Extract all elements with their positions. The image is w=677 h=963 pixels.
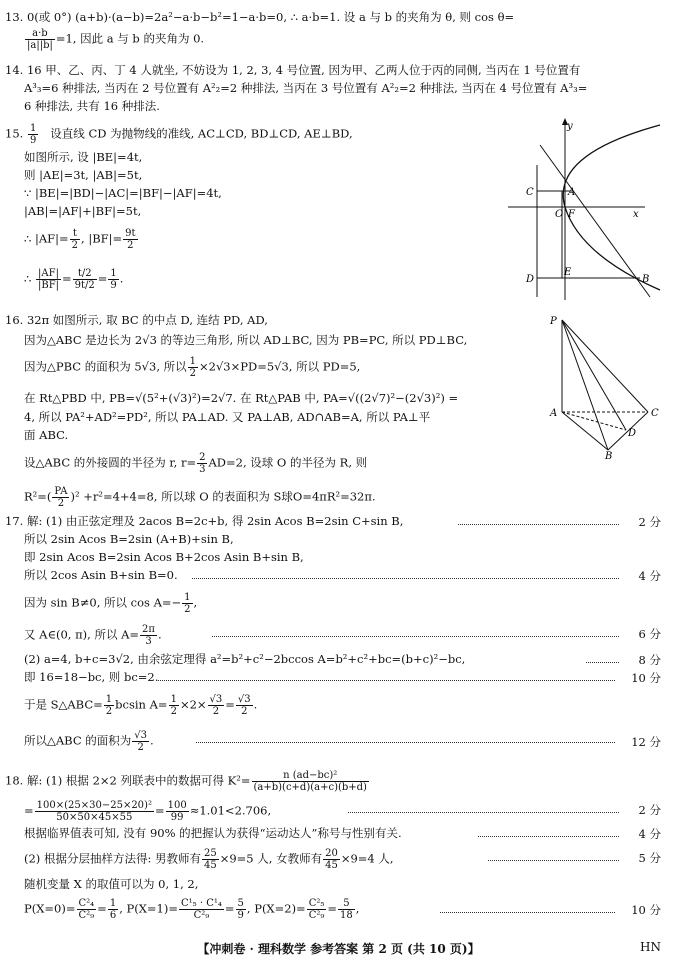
q18-line-3: 根据临界值表可知, 没有 90% 的把握认为获得“运动达人”称号与性别有关. bbox=[24, 826, 402, 840]
edge-pd bbox=[562, 320, 626, 430]
q17-line-8: 即 16=18−bc, 则 bc=2. bbox=[24, 670, 159, 684]
frac-num: √3 bbox=[209, 694, 223, 705]
text: ∴ bbox=[24, 271, 32, 286]
q17-line-2: 所以 2sin Acos B=2sin (A+B)+sin B, bbox=[24, 532, 234, 546]
q16-pyramid-figure bbox=[548, 312, 663, 460]
frac-den: 2 bbox=[189, 368, 197, 379]
text: 因为△PBC 的面积为 5√3, 所以 bbox=[24, 359, 187, 374]
frac-num: 1 bbox=[110, 268, 117, 279]
text: 又 A∈(0, π), 所以 A= bbox=[24, 627, 140, 642]
q18-points-3: 5 分 bbox=[638, 851, 661, 865]
label-c: C bbox=[651, 408, 659, 419]
frac-num: 1 bbox=[184, 592, 191, 603]
frac-den: 2 bbox=[241, 706, 248, 717]
q13-line-2 bbox=[24, 28, 204, 51]
q13-line-1: 13. 0(或 0°) (a+b)·(a−b)=2a²−a·b−b²=1−a·b=0, ∴ a·b=1. 设 a 与 b 的夹角为 θ, 则 cos θ= bbox=[5, 10, 515, 24]
frac bbox=[179, 898, 224, 921]
frac-num: 20 bbox=[325, 848, 338, 859]
label-d: D bbox=[628, 428, 637, 439]
frac bbox=[338, 898, 355, 921]
q16-line-6: 面 ABC. bbox=[24, 428, 69, 442]
frac bbox=[252, 770, 369, 793]
frac-num: n (ad−bc)² bbox=[252, 770, 369, 782]
q17-line-1: 17. 解: (1) 由正弦定理及 2acos B=2c+b, 得 2sin Acos B=2sin C+sin B, bbox=[5, 514, 404, 528]
frac-den: 2 bbox=[184, 604, 191, 615]
frac-den: 2 bbox=[170, 706, 177, 717]
frac-num: a·b bbox=[25, 28, 55, 40]
q16-line-4: 在 Rt△PBD 中, PB=√(5²+(√3)²)=2√7. 在 Rt△PAB 中, PA=√((2√7)²−(2√3)²) = bbox=[24, 391, 459, 405]
q16-line-3 bbox=[24, 356, 360, 379]
text: 因为 sin B≠0, 所以 cos A=− bbox=[24, 595, 182, 610]
q16-line-8 bbox=[24, 486, 376, 509]
frac-num: t/2 bbox=[73, 268, 97, 280]
frac bbox=[188, 356, 198, 379]
text: AD=2, 设球 O 的半径为 R, 则 bbox=[208, 455, 368, 470]
text: ×9=5 人, 女教师有 bbox=[219, 851, 323, 866]
frac bbox=[132, 730, 149, 753]
q18-points-2: 4 分 bbox=[638, 827, 661, 841]
frac-den: 2 bbox=[127, 240, 134, 251]
q16-line-2: 因为△ABC 是边长为 2√3 的等边三角形, 所以 AD⊥BC, 因为 PB=PC, 所以 PD⊥BC, bbox=[24, 333, 468, 347]
text: 于是 S△ABC= bbox=[24, 697, 103, 712]
leader-dots bbox=[192, 578, 619, 579]
frac bbox=[104, 694, 114, 717]
frac-den: 2 bbox=[212, 706, 220, 717]
frac bbox=[140, 624, 157, 647]
label-a: A bbox=[550, 408, 558, 419]
q15-line-1 bbox=[5, 123, 353, 146]
q15-line-3: 则 |AE|=3t, |AB|=5t, bbox=[24, 168, 143, 182]
label-b: B bbox=[642, 274, 650, 285]
q17-points-5: 10 分 bbox=[631, 671, 661, 685]
label-x: x bbox=[633, 209, 639, 220]
text: ×2× bbox=[179, 697, 207, 712]
frac bbox=[123, 228, 137, 251]
q18-line-5: 随机变量 X 的取值可以为 0, 1, 2, bbox=[24, 877, 199, 891]
frac-num: 2π bbox=[142, 624, 155, 635]
q15-line-7: ∴ $\frac{|AF|}{|BF|}$ = $\frac{t/2}{9t/2}$ = $\frac{1}{9}$ . bbox=[24, 268, 124, 291]
focal-chord bbox=[540, 145, 650, 297]
frac bbox=[182, 592, 192, 615]
label-f: F bbox=[568, 209, 575, 220]
frac-den: C²₉ bbox=[193, 910, 210, 921]
leader-dots bbox=[488, 860, 619, 861]
text: 设△ABC 的外接圆的半径为 r, r= bbox=[24, 455, 197, 470]
q16-line-1: 16. 32π 如图所示, 取 BC 的中点 D, 连结 PD, AD, bbox=[5, 313, 268, 327]
text: R²=( bbox=[24, 489, 52, 504]
frac-den: 3 bbox=[145, 636, 152, 647]
frac-num: C²₅ bbox=[308, 898, 325, 909]
text: bcsin A= bbox=[115, 697, 168, 712]
text: ≈1.01<2.706, bbox=[189, 803, 272, 818]
frac bbox=[169, 694, 179, 717]
text: , P(X=1)= bbox=[119, 901, 178, 916]
region-code: HN bbox=[640, 940, 661, 954]
frac-den: 2 bbox=[137, 742, 144, 753]
q17-points-4: 8 分 bbox=[638, 653, 661, 667]
frac-num: 25 bbox=[203, 848, 217, 859]
q13-line-2-rest: =1, 因此 a 与 b 的夹角为 0. bbox=[55, 31, 205, 46]
frac bbox=[307, 898, 327, 921]
frac-den: |a||b| bbox=[27, 40, 53, 51]
frac-den: 9 bbox=[110, 280, 117, 291]
q17-line-5 bbox=[24, 592, 197, 615]
leader-dots bbox=[458, 524, 619, 525]
text: (2) 根据分层抽样方法得: 男教师有 bbox=[24, 851, 201, 866]
leader-dots bbox=[478, 836, 619, 837]
frac-num: 2 bbox=[199, 452, 206, 463]
label-y: y bbox=[567, 121, 573, 132]
frac-num: 1 bbox=[109, 898, 117, 909]
leader-dots bbox=[196, 742, 615, 743]
frac-den: 18 bbox=[340, 910, 353, 921]
frac-den: 45 bbox=[325, 860, 338, 871]
frac bbox=[236, 898, 246, 921]
frac bbox=[35, 800, 154, 823]
q15-line-1-text: 设直线 CD 为抛物线的准线, AC⊥CD, BD⊥CD, AE⊥BD, bbox=[50, 126, 353, 141]
frac-den: |BF| bbox=[37, 280, 60, 291]
text: , P(X=2)= bbox=[246, 901, 306, 916]
leader-dots bbox=[156, 680, 615, 681]
frac bbox=[36, 268, 61, 291]
leader-dots bbox=[348, 812, 619, 813]
frac-num: 1 bbox=[170, 694, 177, 705]
frac bbox=[73, 268, 97, 291]
text: P(X=0)= bbox=[24, 901, 76, 916]
text: . bbox=[253, 697, 258, 712]
leader-dots bbox=[586, 662, 619, 663]
q17-points-6: 12 分 bbox=[631, 735, 661, 749]
frac bbox=[52, 486, 69, 509]
frac-num: 100 bbox=[167, 800, 187, 811]
text: = bbox=[24, 803, 34, 818]
q14-line-1: 14. 16 甲、乙、丙、丁 4 人就坐, 不妨设为 1, 2, 3, 4 号位置, 因为甲、乙两人位于丙的同侧, 当丙在 1 号位置有 bbox=[5, 63, 581, 77]
text: . bbox=[150, 733, 154, 748]
frac-den: (a+b)(c+d)(a+c)(b+d) bbox=[253, 782, 367, 793]
label-a: A bbox=[568, 187, 576, 198]
q14-line-3: 6 种排法, 共有 16 种排法. bbox=[24, 99, 160, 113]
q15-line-6 bbox=[24, 228, 139, 251]
text: ×2√3×PD=5√3, 所以 PD=5, bbox=[199, 359, 361, 374]
frac-den: 2 bbox=[71, 240, 79, 251]
frac-num: 5 bbox=[237, 898, 244, 909]
q17-line-7: (2) a=4, b+c=3√2, 由余弦定理得 a²=b²+c²−2bccos A=b²+c²+bc=(b+c)²−bc, bbox=[24, 652, 466, 666]
label-p: P bbox=[550, 316, 557, 327]
q13-fraction bbox=[25, 28, 55, 51]
frac-num: √3 bbox=[237, 694, 251, 705]
text: )² +r²=4+4=8, 所以球 O 的表面积为 S球O=4πR²=32π. bbox=[70, 489, 376, 504]
q18-line-2 bbox=[24, 800, 271, 823]
frac bbox=[166, 800, 189, 823]
text: = bbox=[154, 803, 165, 818]
frac-num: PA bbox=[54, 486, 68, 497]
frac-num: t bbox=[70, 228, 80, 240]
frac-den: 6 bbox=[109, 910, 117, 921]
frac-num: 100×(25×30−25×20)² bbox=[36, 800, 152, 811]
page-footer: 【冲刺卷 · 理科数学 参考答案 第 2 页 (共 10 页)】 bbox=[197, 942, 480, 956]
q17-points-2: 4 分 bbox=[638, 569, 661, 583]
frac-den: 9 bbox=[29, 135, 37, 146]
label-e: E bbox=[564, 267, 572, 278]
text: 所以△ABC 的面积为 bbox=[24, 733, 132, 748]
q17-line-9 bbox=[24, 694, 257, 717]
q14-line-2: A³₃=6 种排法, 当丙在 2 号位置有 A²₂=2 种排法, 当丙在 3 号位置有 A²₂=2 种排法, 当丙在 4 号位置有 A³₃= bbox=[24, 81, 588, 95]
text: ×9=4 人, bbox=[340, 851, 394, 866]
frac-num: 1 bbox=[105, 694, 113, 705]
frac bbox=[323, 848, 340, 871]
label-b: B bbox=[605, 451, 613, 460]
q15-line-5: |AB|=|AF|+|BF|=5t, bbox=[24, 204, 142, 218]
q18-points-1: 2 分 bbox=[638, 803, 661, 817]
frac bbox=[108, 898, 118, 921]
text: = bbox=[97, 901, 107, 916]
frac bbox=[202, 848, 219, 871]
frac-den: 99 bbox=[170, 812, 184, 823]
frac-den: C²₉ bbox=[308, 910, 325, 921]
text: = bbox=[327, 901, 338, 916]
q15-line-4: ∵ |BE|=|BD|−|AC|=|BF|−|AF|=4t, bbox=[24, 186, 222, 200]
frac-den: 9t/2 bbox=[74, 280, 95, 291]
q16-line-5: 4, 所以 PA²+AD²=PD², 所以 PA⊥AD. 又 PA⊥AB, AD∩AB=A, 所以 PA⊥平 bbox=[24, 410, 431, 424]
frac-num: 5 bbox=[338, 898, 355, 910]
q18-line-1 bbox=[5, 770, 370, 793]
edge-pc bbox=[562, 320, 648, 412]
text: , bbox=[355, 901, 360, 916]
frac bbox=[197, 452, 207, 475]
frac bbox=[70, 228, 80, 251]
frac-den: C²₉ bbox=[78, 910, 95, 921]
q17-line-4: 所以 2cos Asin B+sin B=0. bbox=[24, 568, 178, 582]
frac-den: 2 bbox=[57, 498, 65, 509]
frac-num: 9t bbox=[125, 228, 136, 239]
frac-den: 50×50×45×55 bbox=[56, 812, 133, 823]
label-o: O bbox=[555, 209, 564, 220]
q15-line-2: 如图所示, 设 |BE|=4t, bbox=[24, 150, 143, 164]
frac-den: 9 bbox=[237, 910, 244, 921]
q17-line-3: 即 2sin Acos B=2sin Acos B+2cos Asin B+sin B, bbox=[24, 550, 304, 564]
q15-parabola-figure bbox=[500, 115, 670, 305]
q18-line-6 bbox=[24, 898, 359, 921]
frac bbox=[236, 694, 253, 717]
text: = bbox=[224, 901, 235, 916]
edge-ad bbox=[562, 412, 626, 430]
frac bbox=[108, 268, 118, 291]
text: . bbox=[157, 627, 162, 642]
q17-line-6 bbox=[24, 624, 162, 647]
q17-points-3: 6 分 bbox=[638, 627, 661, 641]
leader-dots bbox=[440, 912, 615, 913]
frac-num: 1 bbox=[189, 356, 197, 367]
text: ∴ |AF|= bbox=[24, 231, 69, 246]
leader-dots bbox=[212, 636, 619, 637]
frac-num: |AF| bbox=[36, 268, 61, 280]
q16-line-7 bbox=[24, 452, 367, 475]
frac-den: 3 bbox=[199, 464, 206, 475]
frac-den: 45 bbox=[203, 860, 217, 871]
frac bbox=[77, 898, 97, 921]
frac-num: 1 bbox=[29, 123, 37, 134]
label-d: D bbox=[526, 274, 535, 285]
q18-line-4 bbox=[24, 848, 394, 871]
frac-num: √3 bbox=[134, 730, 148, 741]
text: = bbox=[97, 271, 108, 286]
q17-points-1: 2 分 bbox=[638, 515, 661, 529]
frac bbox=[208, 694, 225, 717]
text: = bbox=[225, 697, 235, 712]
text: 18. 解: (1) 根据 2×2 列联表中的数据可得 K²= bbox=[5, 773, 251, 788]
q15-number: 15. bbox=[5, 126, 24, 141]
label-c: C bbox=[526, 187, 534, 198]
frac-num: C¹₅ · C¹₄ bbox=[181, 898, 222, 909]
q15-answer bbox=[28, 123, 38, 146]
text: , bbox=[193, 595, 198, 610]
q18-points-4: 10 分 bbox=[631, 903, 661, 917]
frac-den: 2 bbox=[105, 706, 113, 717]
q17-line-10 bbox=[24, 730, 154, 753]
text: , |BF|= bbox=[81, 231, 123, 246]
frac-num: C²₄ bbox=[78, 898, 95, 909]
